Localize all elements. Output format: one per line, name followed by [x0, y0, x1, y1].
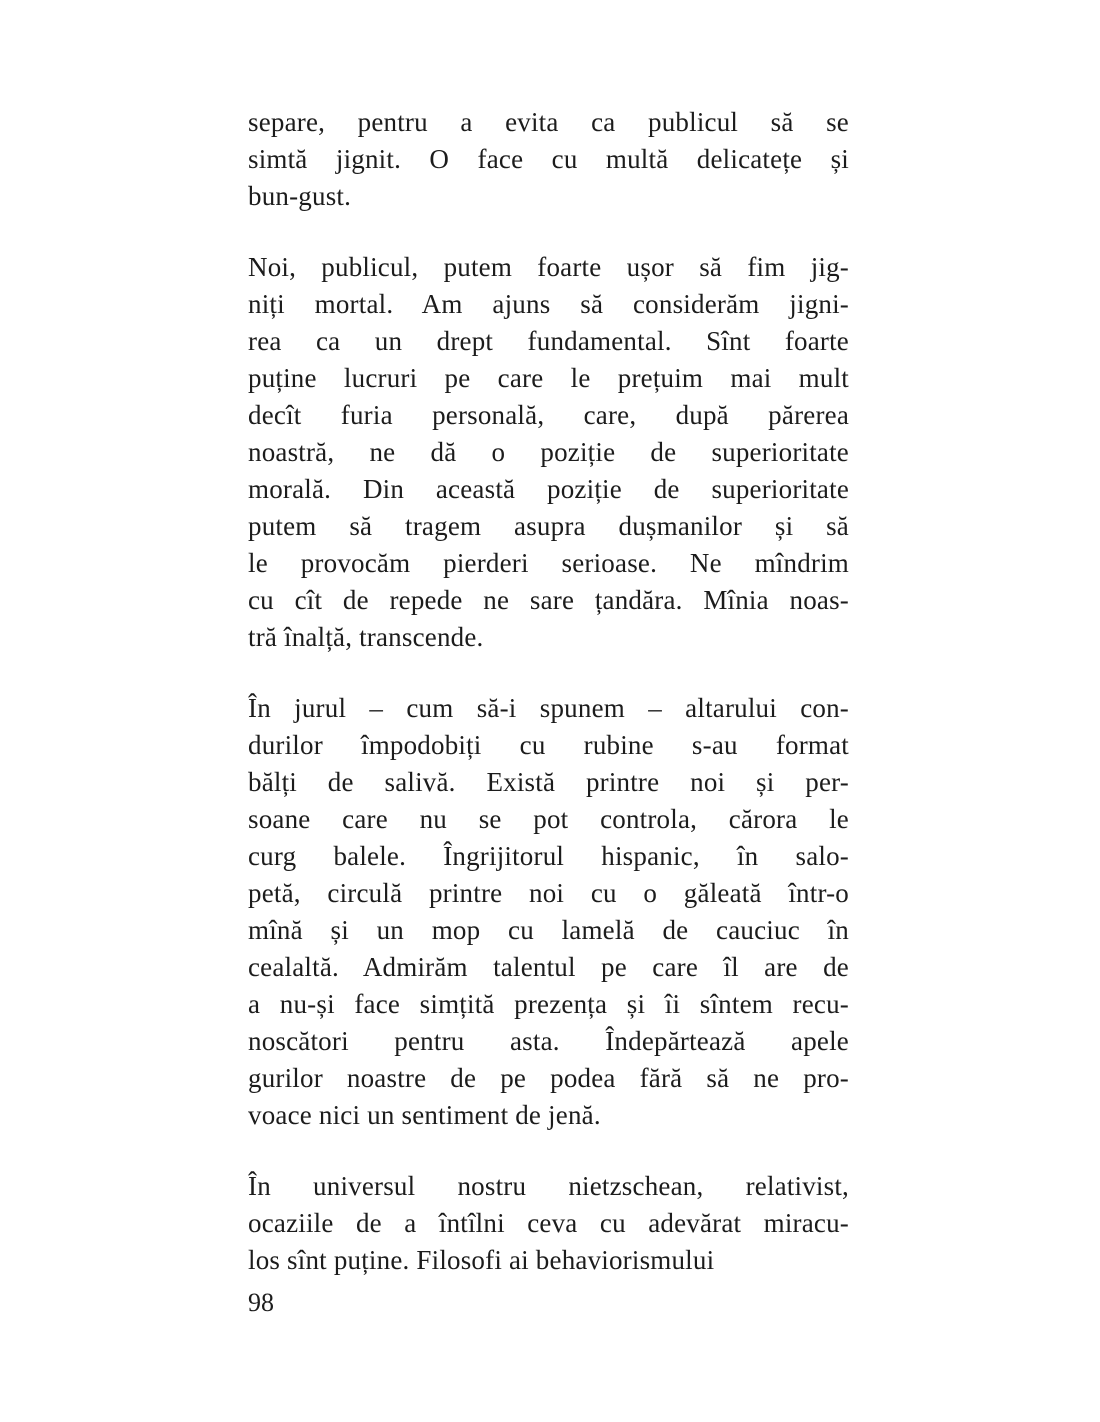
text-line: putem să tragem asupra dușmanilor și să	[248, 511, 849, 541]
text-line: cealaltă. Admirăm talentul pe care îl are de	[248, 952, 849, 982]
text-line: În universul nostru nietzschean, relativist,	[248, 1171, 849, 1201]
text-line: noscători pentru asta. Îndepărtează apele	[248, 1026, 849, 1056]
text-line: bălți de salivă. Există printre noi și per-	[248, 767, 849, 797]
text-line: ocaziile de a întîlni ceva cu adevărat miracu-	[248, 1208, 849, 1238]
text-line: simtă jignit. O face cu multă delicatețe și	[248, 144, 849, 174]
page-number: 98	[248, 1288, 274, 1317]
text-line: los sînt puține. Filosofi ai behaviorismului	[248, 1245, 715, 1275]
paragraph	[248, 249, 849, 656]
text-line: bun-gust.	[248, 181, 352, 211]
text-block	[248, 104, 849, 1279]
text-line: În jurul – cum să-i spunem – altarului con-	[248, 693, 849, 723]
text-line: separe, pentru a evita ca publicul să se	[248, 107, 849, 137]
text-line: mînă și un mop cu lamelă de cauciuc în	[248, 915, 849, 945]
text-line: curg balele. Îngrijitorul hispanic, în salo-	[248, 841, 849, 871]
paragraph	[248, 1168, 849, 1279]
text-line: niți mortal. Am ajuns să considerăm jigni-	[248, 289, 849, 319]
text-line: morală. Din această poziție de superioritate	[248, 474, 849, 504]
paragraph	[248, 104, 849, 215]
text-line: le provocăm pierderi serioase. Ne mîndrim	[248, 548, 849, 578]
text-line: rea ca un drept fundamental. Sînt foarte	[248, 326, 849, 356]
text-line: noastră, ne dă o poziție de superioritate	[248, 437, 849, 467]
paragraph	[248, 690, 849, 1134]
text-line: puține lucruri pe care le prețuim mai mult	[248, 363, 849, 393]
text-line: soane care nu se pot controla, cărora le	[248, 804, 849, 834]
text-line: cu cît de repede ne sare țandăra. Mînia noas-	[248, 585, 849, 615]
text-line: Noi, publicul, putem foarte ușor să fim jig-	[248, 252, 849, 282]
text-line: durilor împodobiți cu rubine s-au format	[248, 730, 849, 760]
text-line: a nu-și face simțită prezența și îi sîntem recu-	[248, 989, 849, 1019]
text-line: gurilor noastre de pe podea fără să ne pro-	[248, 1063, 849, 1093]
text-line: petă, circulă printre noi cu o găleată într-o	[248, 878, 849, 908]
text-line: voace nici un sentiment de jenă.	[248, 1100, 601, 1130]
text-line: decît furia personală, care, după părerea	[248, 400, 849, 430]
text-line: tră înalță, transcende.	[248, 622, 484, 652]
